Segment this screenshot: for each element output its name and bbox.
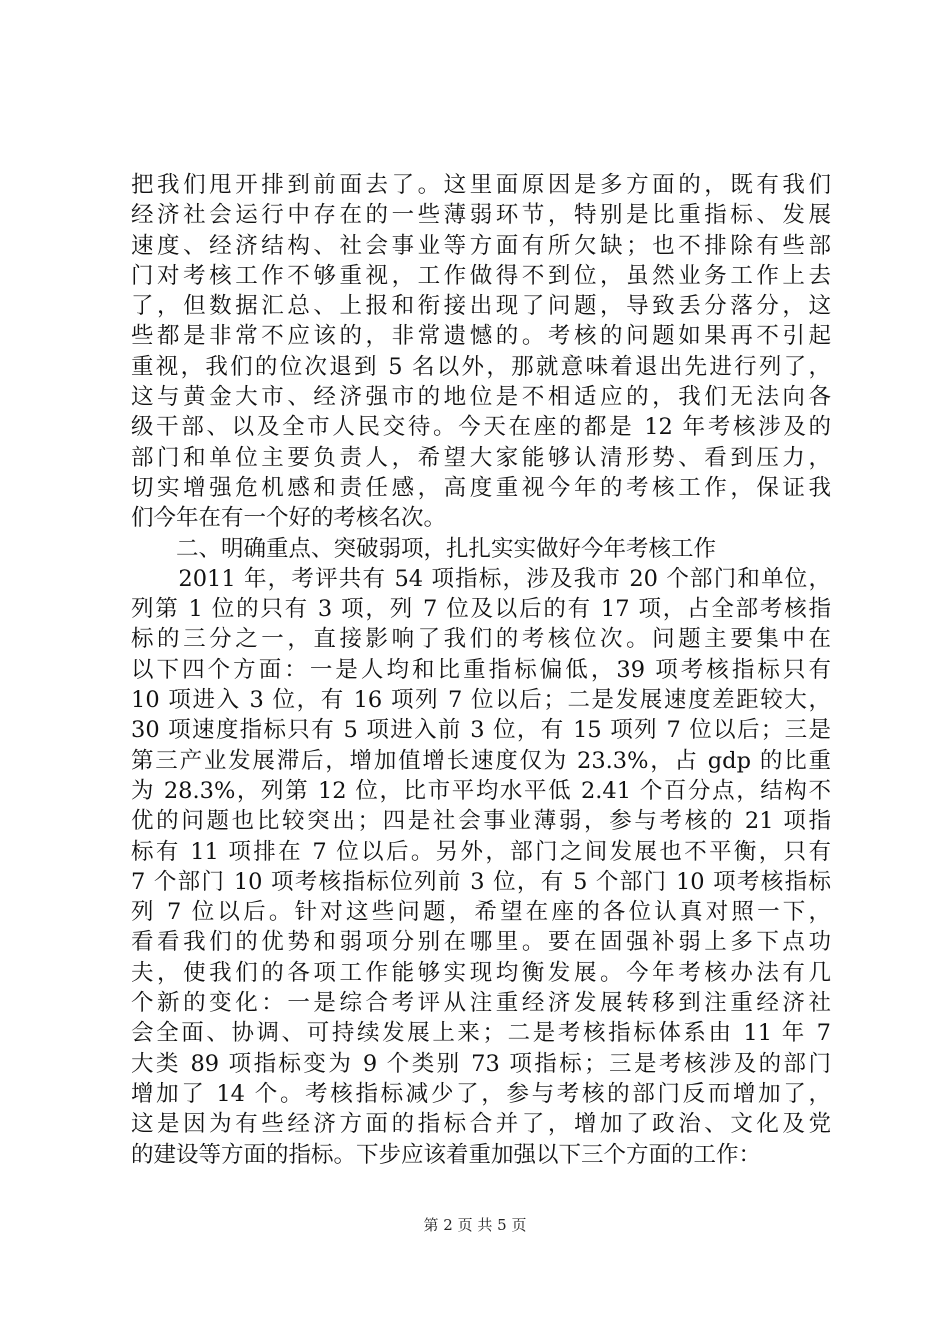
text-line: 的建设等方面的指标。下步应该着重加强以下三个方面的工作： bbox=[131, 1141, 762, 1168]
text-line: 列第 1 位的只有 3 项，列 7 位及以后的有 17 项，占全部考核指 bbox=[131, 596, 831, 623]
paragraph bbox=[131, 564, 831, 1170]
heading-line: 二、明确重点、突破弱项，扎扎实实做好今年考核工作 bbox=[131, 535, 717, 562]
paragraph bbox=[131, 170, 831, 534]
text-line: 第三产业发展滞后，增加值增长速度仅为 23.3%，占 gdp 的比重 bbox=[131, 747, 831, 774]
text-line: 这是因为有些经济方面的指标合并了，增加了政治、文化及党 bbox=[131, 1111, 831, 1138]
text-line: 这与黄金大市、经济强市的地位是不相适应的，我们无法向各 bbox=[131, 384, 831, 411]
text-line: 7 个部门 10 项考核指标位列前 3 位，有 5 个部门 10 项考核指标 bbox=[131, 868, 831, 895]
text-line: 部门和单位主要负责人，希望大家能够认清形势、看到压力， bbox=[131, 444, 831, 471]
text-line: 增加了 14 个。考核指标减少了，参与考核的部门反而增加了， bbox=[131, 1080, 831, 1107]
body-text bbox=[131, 170, 831, 1170]
text-line: 个新的变化：一是综合考评从注重经济发展转移到注重经济社 bbox=[131, 990, 831, 1017]
text-line: 10 项进入 3 位，有 16 项列 7 位以后；二是发展速度差距较大， bbox=[131, 687, 831, 714]
section-heading bbox=[131, 534, 831, 564]
text-line: 些都是非常不应该的，非常遗憾的。考核的问题如果再不引起 bbox=[131, 323, 831, 350]
text-line: 列 7 位以后。针对这些问题，希望在座的各位认真对照一下， bbox=[131, 899, 831, 926]
text-line: 会全面、协调、可持续发展上来；二是考核指标体系由 11 年 7 bbox=[131, 1020, 831, 1047]
text-line: 级干部、以及全市人民交待。今天在座的都是 12 年考核涉及的 bbox=[131, 414, 831, 441]
text-line: 切实增强危机感和责任感，高度重视今年的考核工作，保证我 bbox=[131, 474, 831, 501]
text-line: 标有 11 项排在 7 位以后。另外，部门之间发展也不平衡，只有 bbox=[131, 838, 831, 865]
text-line: 门对考核工作不够重视，工作做得不到位，虽然业务工作上去 bbox=[131, 262, 831, 289]
text-line: 们今年在有一个好的考核名次。 bbox=[131, 505, 447, 532]
text-line: 看看我们的优势和弱项分别在哪里。要在固强补弱上多下点功 bbox=[131, 929, 831, 956]
text-line: 优的问题也比较突出；四是社会事业薄弱，参与考核的 21 项指 bbox=[131, 808, 831, 835]
text-line: 2011 年，考评共有 54 项指标，涉及我市 20 个部门和单位， bbox=[131, 565, 831, 592]
page-footer: 第 2 页 共 5 页 bbox=[423, 1216, 527, 1234]
text-line: 30 项速度指标只有 5 项进入前 3 位，有 15 项列 7 位以后；三是 bbox=[131, 717, 831, 744]
text-line: 重视，我们的位次退到 5 名以外，那就意味着退出先进行列了， bbox=[131, 353, 831, 380]
text-line: 把我们甩开排到前面去了。这里面原因是多方面的，既有我们 bbox=[131, 172, 831, 198]
text-line: 了，但数据汇总、上报和衔接出现了问题，导致丢分落分，这 bbox=[131, 293, 831, 320]
text-line: 为 28.3%，列第 12 位，比市平均水平低 2.41 个百分点，结构不 bbox=[131, 777, 831, 804]
text-line: 大类 89 项指标变为 9 个类别 73 项指标；三是考核涉及的部门 bbox=[131, 1050, 831, 1077]
text-line: 经济社会运行中存在的一些薄弱环节，特别是比重指标、发展 bbox=[131, 202, 831, 229]
text-line: 以下四个方面：一是人均和比重指标偏低，39 项考核指标只有 bbox=[131, 656, 831, 683]
text-line: 标的三分之一，直接影响了我们的考核位次。问题主要集中在 bbox=[131, 626, 831, 653]
text-line: 速度、经济结构、社会事业等方面有所欠缺；也不排除有些部 bbox=[131, 232, 831, 259]
text-line: 夫，使我们的各项工作能够实现均衡发展。今年考核办法有几 bbox=[131, 959, 831, 986]
